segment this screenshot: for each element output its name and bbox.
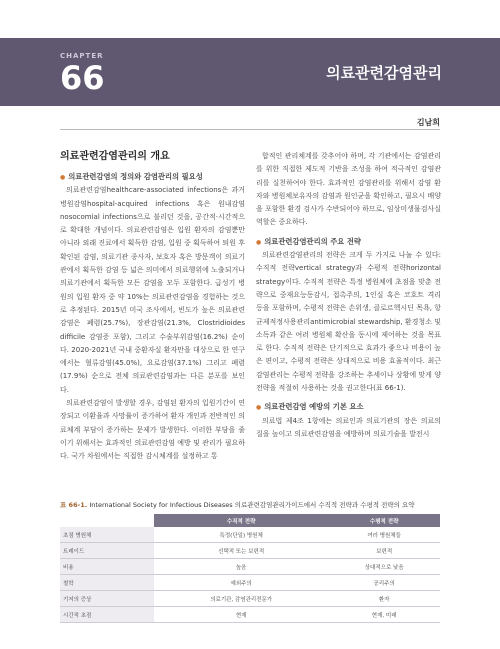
cell-horizontal: 현재, 미래 xyxy=(328,607,440,623)
cell-horizontal: 환자 xyxy=(328,591,440,607)
cell-vertical: 현재 xyxy=(154,607,328,623)
table-row xyxy=(60,527,440,543)
table-header-blank xyxy=(60,514,154,527)
left-column xyxy=(60,150,245,464)
chapter-title: 의료관련감염관리 xyxy=(326,64,442,82)
row-label: 기저의 증상 xyxy=(60,591,154,607)
paragraph-system: 합적인 관리체계를 갖추어야 하며, 각 기관에서는 감염관리를 위한 직접한 제도적 기반을 조성을 하여 적극적인 감염관리를 실천하여야 한다. 효과적인 감염관리를 위해서 감염 환자와 병원체보유자의 감염과 원인균을 확인하고, 필요시 배양을 포함한 환경 검사가 수반되어야 하므로, 임상미생물검사실 역할은 중요하다. xyxy=(256,152,441,227)
paragraph-definition: 의료관련감염healthcare-associated infections은 과거 병원감염hospital-acquired infections 혹은 원내감염nosocomial infections으로 불리던 것을, 공간적·시간적으로 확대한 개념이다. 의료관련감염은 입원 환자의 감염뿐만 아니라 외래 진료에서 획득한 감염, 입원 중 획득하여 퇴원 후 확인된 감염, 의료기관 종사자, 보호자 혹은 방문객이 의료기관에서 획득한 감염 등 넓은 의미에서 의료행위에 노출되거나 의료기관에서 획득한 모든 감염을 모두 포함한다. 급성기 병원의 입원 환자 중 약 10%는 의료관련감염을 경험하는 것으로 추정된다. 2015년 미국 조사에서, 빈도가 높은 의료관련감염은 폐렴(25.7%), 장관감염(21.3%, Clostridioides difficile 감염증 포함), 그리고 수술부위감염(16.2%) 순이다. 2020-2021년 국내 중환자실 환자만을 대상으로 한 연구에서는 혈류감염(45.0%), 요로감염(37.1%) 그리고 폐렴(17.9%) 순으로 전체 의료관련감염과는 다른 분포를 보인다. xyxy=(60,186,245,394)
paragraph-prevention: 의료법 제4조 1항에는 의료인과 의료기관의 장은 의료의 질을 높이고 의료관련감염을 예방하며 의료기술을 발전시 xyxy=(256,416,441,438)
row-label: 초점 병원체 xyxy=(60,527,154,543)
paragraph-strategy: 의료관련감염관리의 전략은 크게 두 가지로 나눌 수 있다: 수직적 전략vertical strategy과 수평적 전략horizontal strategy이다. 수직적 전략은 특정 병원체에 초점을 맞춘 전략으로 중재요능동감시, 접촉주의, 1인실 혹은 코호트 격리 등을 포함하며, 수평적 전략은 손위생, 클로르헥시딘 목욕, 항균제적정사용관리antimicrobial stewardship, 환경청소 및 소독과 같은 여러 병원체 확산을 동시에 제어하는 것을 목표로 한다. 수직적 전략은 단기적으로 효과가 좋으나 비용이 높은 편이고, 수평적 전략은 상대적으로 비용 효율적이다. 최근 감염관리는 수평적 전략을 강조하는 추세이나 상황에 맞게 양 전략을 적절히 사용하는 것을 권고한다(표 66-1). xyxy=(256,251,441,393)
section-title: 의료관련감염관리의 개요 xyxy=(60,151,170,162)
cell-horizontal: 공리주의 xyxy=(328,575,440,591)
chapter-number: 66 xyxy=(60,59,105,97)
subheading-strategy: ● 의료관련감염관리의 주요 전략 xyxy=(256,235,441,249)
row-label: 비용 xyxy=(60,559,154,575)
table-row xyxy=(60,575,440,591)
table-header-vertical: 수직적 전략 xyxy=(154,514,328,527)
right-column xyxy=(256,150,441,441)
cell-horizontal: 상대적으로 낮음 xyxy=(328,559,440,575)
row-label: 트레이드 xyxy=(60,543,154,559)
table-row xyxy=(60,559,440,575)
author-name: 김남희 xyxy=(416,118,440,127)
row-label: 철학 xyxy=(60,575,154,591)
cell-vertical: 특정(단일) 병원체 xyxy=(154,527,328,543)
cell-vertical: 의료기관, 감염관리전문가 xyxy=(154,591,328,607)
table-row xyxy=(60,543,440,559)
cell-vertical: 높음 xyxy=(154,559,328,575)
table-caption xyxy=(60,500,415,509)
cell-horizontal: 보편적 xyxy=(328,543,440,559)
table-row xyxy=(60,591,440,607)
subheading-prevention: ● 의료관련감염 예방의 기본 요소 xyxy=(256,400,441,414)
table-row xyxy=(60,607,440,623)
table-header-row xyxy=(60,514,440,527)
chapter-label: CHAPTER xyxy=(60,52,104,60)
table-caption-text: International Society for Infectious Diseases 의료관련감염관리가이드에서 수직적 전략과 수평적 전략의 요약 xyxy=(89,501,415,509)
cell-vertical: 선택적 또는 보편적 xyxy=(154,543,328,559)
cell-vertical: 예외주의 xyxy=(154,575,328,591)
table-header-horizontal: 수평적 전략 xyxy=(328,514,440,527)
subheading-definition: ● 의료관련감염의 정의와 감염관리의 필요성 xyxy=(60,170,245,184)
paragraph-burden: 의료관련감염이 발생할 경우, 감염된 환자의 입원기간이 연장되고 이환율과 사망률이 증가하여 환자 개인과 전반적인 의료체계 부담이 증가하는 문제가 발생한다. 이러한 부담을 줄이기 위해서는 효과적인 의료관련감염 예방 및 관리가 필요하다. 국가 차원에서는 직접한 감시체계를 설정하고 통 xyxy=(60,399,245,461)
cell-horizontal: 여러 병원체들 xyxy=(328,527,440,543)
row-label: 시간적 초점 xyxy=(60,607,154,623)
table-number: 표 66-1. xyxy=(60,501,88,509)
header-divider xyxy=(60,129,440,130)
strategy-table xyxy=(60,514,440,623)
